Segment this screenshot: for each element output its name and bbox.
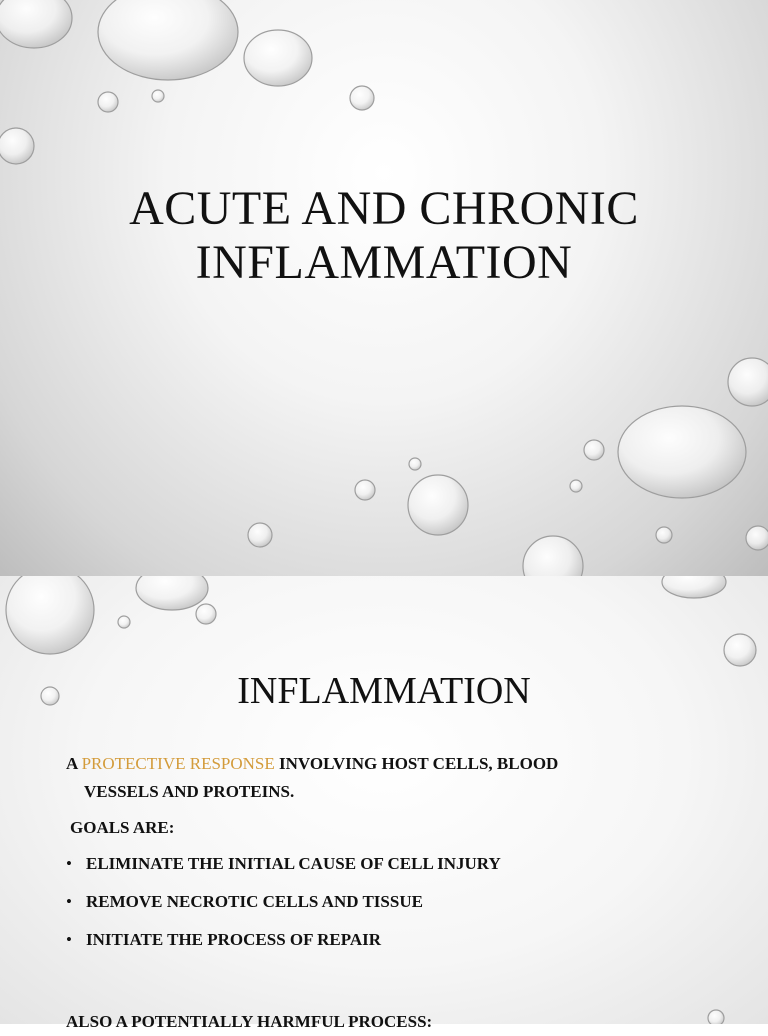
intro-rest-line-2: VESSELS AND PROTEINS.	[84, 782, 295, 801]
list-item-text: INITIATE THE PROCESS OF REPAIR	[86, 930, 382, 949]
content-slide-body	[66, 750, 706, 964]
list-item-text: ELIMINATE THE INITIAL CAUSE OF CELL INJURY	[86, 854, 501, 873]
highlight-protective-response: PROTECTIVE RESPONSE	[81, 754, 275, 773]
list-item-text: REMOVE NECROTIC CELLS AND TISSUE	[86, 892, 423, 911]
harmful-process-heading: ALSO A POTENTIALLY HARMFUL PROCESS:	[66, 1012, 433, 1031]
list-item	[66, 888, 706, 916]
slide-title-line-1: ACUTE AND CHRONIC	[129, 182, 639, 235]
bullet-icon: •	[66, 930, 72, 949]
slide-title	[0, 182, 768, 290]
list-item	[66, 850, 706, 878]
list-item	[66, 926, 706, 954]
goals-list	[66, 850, 706, 954]
content-slide-title: INFLAMMATION	[237, 670, 531, 712]
bullet-icon: •	[66, 892, 72, 911]
slide-title-line-2: INFLAMMATION	[195, 236, 573, 289]
bullet-icon: •	[66, 854, 72, 873]
goals-label: GOALS ARE:	[70, 818, 175, 837]
intro-prefix: A	[66, 754, 82, 773]
intro-paragraph	[66, 750, 706, 806]
intro-rest-line-1: INVOLVING HOST CELLS, BLOOD	[274, 754, 559, 773]
